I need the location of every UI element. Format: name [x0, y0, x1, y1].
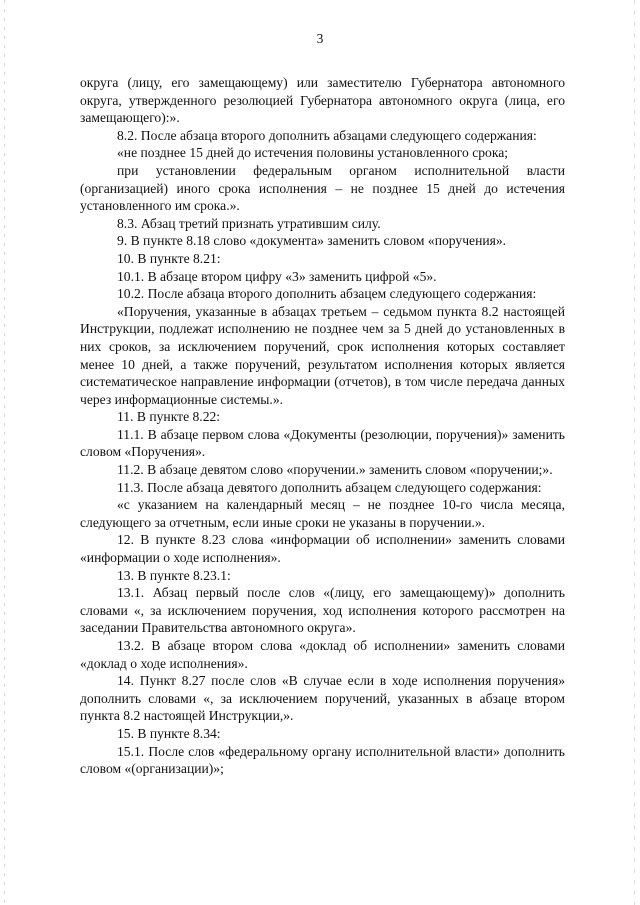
document-body — [80, 74, 565, 778]
paragraph: 11. В пункте 8.22: — [117, 409, 221, 425]
paragraph: 12. В пункте 8.23 слова «информации об исполнении» заменить словами «информации о ходе исполнения». — [80, 532, 565, 566]
page-number: 3 — [316, 31, 324, 46]
paragraph: 13. В пункте 8.23.1: — [117, 567, 231, 583]
paragraph: 14. Пункт 8.27 после слов «В случае если в ходе исполнения поручения» дополнить словами «, за исключением поручений, указанных в абзаце втором пункта 8.2 настоящей Инструкции,». — [80, 673, 565, 724]
scan-edge-right — [634, 0, 635, 905]
paragraph: «не позднее 15 дней до истечения половины установленного срока; — [117, 145, 509, 161]
paragraph: при установлении федеральным органом исполнительной власти (организацией) иного срока исполнения – не позднее 15 дней до истечения установленного им срока.». — [80, 162, 565, 214]
paragraph: 10.1. В абзаце втором цифру «3» заменить цифрой «5». — [117, 268, 437, 284]
paragraph: округа (лицу, его замещающему) или заместителю Губернатора автономного округа, утвержденного резолюцией Губернатора автономного округа (лица, его замещающего):». — [80, 75, 565, 126]
paragraph: 8.2. После абзаца второго дополнить абзацами следующего содержания: — [117, 127, 537, 143]
paragraph: 9. В пункте 8.18 слово «документа» заменить словом «поручения». — [117, 233, 507, 249]
paragraph: 10.2. После абзаца второго дополнить абзацем следующего содержания: — [117, 286, 537, 302]
paragraph: «с указанием на календарный месяц – не позднее 10-го числа месяца, следующего за отчетным, если иные сроки не указаны в поручении.». — [80, 497, 565, 530]
paragraph: 15.1. После слов «федеральному органу исполнительной власти» дополнить словом «(организации)»; — [80, 743, 565, 777]
paragraph: 15. В пункте 8.34: — [117, 725, 221, 741]
paragraph: 13.1. Абзац первый после слов «(лицу, его замещающему)» дополнить словами «, за исключением поручения, ход исполнения которого рассмотрен на заседании Правительства автономного округа». — [80, 585, 565, 636]
paragraph: 8.3. Абзац третий признать утратившим силу. — [117, 215, 381, 231]
paragraph: 11.1. В абзаце первом слова «Документы (резолюции, поручения)» заменить словом «Поручения». — [80, 426, 565, 460]
paragraph: 11.2. В абзаце девятом слово «поручении.» заменить словом «поручении;». — [117, 462, 553, 478]
paragraph: 11.3. После абзаца девятого дополнить абзацем следующего содержания: — [117, 479, 542, 495]
paragraph: «Поручения, указанные в абзацах третьем – седьмом пункта 8.2 настоящей Инструкции, подлежат исполнению не позднее чем за 5 дней до установленных в них сроков, за исключением поручений, срок исполнения которых составляет менее 10 дней, а также поручений, результатом исполнения которых является систематическое направление информации (отчетов), в том числе передача данных через информационные системы.». — [80, 303, 565, 407]
paragraph: 10. В пункте 8.21: — [117, 250, 221, 266]
scan-edge-left — [4, 0, 5, 905]
paragraph: 13.2. В абзаце втором слова «доклад об исполнении» заменить словами «доклад о ходе исполнения». — [80, 638, 565, 671]
